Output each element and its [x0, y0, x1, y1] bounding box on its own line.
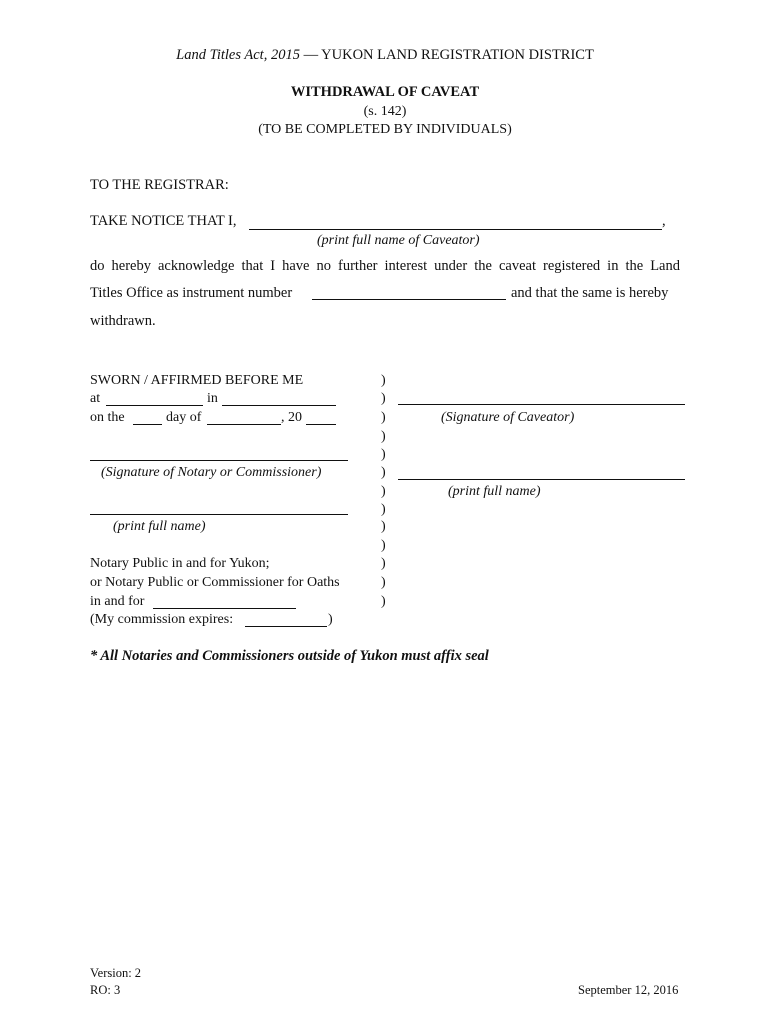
commission-close: ): [328, 612, 333, 627]
take-notice-label: TAKE NOTICE THAT I,: [90, 213, 237, 229]
paren: ): [381, 575, 386, 590]
paren: ): [381, 391, 386, 406]
sworn-at-field[interactable]: [106, 405, 203, 406]
form-title: WITHDRAWAL OF CAVEAT: [290, 84, 480, 100]
paren: ): [381, 373, 386, 388]
paren: ): [381, 447, 386, 462]
body-line-3: withdrawn.: [90, 313, 156, 329]
instrument-number-field[interactable]: [312, 299, 506, 300]
body-line-2-b: and that the same is hereby: [511, 285, 669, 301]
take-notice-comma: ,: [662, 213, 666, 229]
commission-expiry-field[interactable]: [245, 626, 327, 627]
footer-ro: RO: 3: [90, 983, 121, 997]
day-field[interactable]: [133, 424, 162, 425]
district-name: — YUKON LAND REGISTRATION DISTRICT: [299, 47, 594, 63]
sworn-in-field[interactable]: [222, 405, 336, 406]
paren: ): [381, 429, 386, 444]
day-of-label: day of: [166, 410, 202, 425]
notary-line-2: or Notary Public or Commissioner for Oaths: [90, 575, 340, 590]
caveator-signature-hint: (Signature of Caveator): [441, 410, 575, 425]
body-line-2-a: Titles Office as instrument number: [90, 285, 293, 301]
notary-jurisdiction-field[interactable]: [153, 608, 296, 609]
notary-line-3: in and for: [90, 594, 145, 609]
caveator-print-name-hint: (print full name): [448, 484, 541, 499]
notary-signature-field[interactable]: [90, 460, 348, 461]
paren: ): [381, 519, 386, 534]
caveator-signature-field[interactable]: [398, 404, 685, 405]
paren: ): [381, 410, 386, 425]
year-field[interactable]: [306, 424, 336, 425]
notary-print-name-hint: (print full name): [113, 519, 206, 534]
paren: ): [381, 484, 386, 499]
caveator-print-name-field[interactable]: [398, 479, 685, 480]
form-subtitle: (TO BE COMPLETED BY INDIVIDUALS): [258, 122, 512, 137]
caveator-name-hint: (print full name of Caveator): [317, 233, 480, 248]
paren: ): [381, 502, 386, 517]
paren: ): [381, 594, 386, 609]
paren: ): [381, 465, 386, 480]
paren: ): [381, 556, 386, 571]
paren: ): [381, 538, 386, 553]
act-name: Land Titles Act, 2015: [176, 47, 300, 63]
year-prefix: , 20: [281, 410, 302, 425]
act-header: [0, 47, 770, 64]
notary-line-1: Notary Public in and for Yukon;: [90, 556, 270, 571]
footer-version: Version: 2: [90, 966, 142, 980]
body-line-1: do hereby acknowledge that I have no further interest under the caveat registered in the Land: [90, 258, 680, 274]
caveator-name-field[interactable]: [249, 229, 662, 230]
to-registrar: TO THE REGISTRAR:: [90, 177, 229, 193]
at-label: at: [90, 391, 101, 406]
sworn-heading: SWORN / AFFIRMED BEFORE ME: [90, 373, 304, 388]
footer-date: September 12, 2016: [578, 983, 679, 997]
in-label: in: [207, 391, 218, 406]
notary-print-name-field[interactable]: [90, 514, 348, 515]
section-ref: (s. 142): [363, 104, 407, 119]
month-field[interactable]: [207, 424, 281, 425]
seal-note: * All Notaries and Commissioners outside of Yukon must affix seal: [90, 648, 489, 664]
notary-signature-hint: (Signature of Notary or Commissioner): [101, 465, 322, 480]
on-the-label: on the: [90, 410, 125, 425]
commission-expires-label: (My commission expires:: [90, 612, 234, 627]
